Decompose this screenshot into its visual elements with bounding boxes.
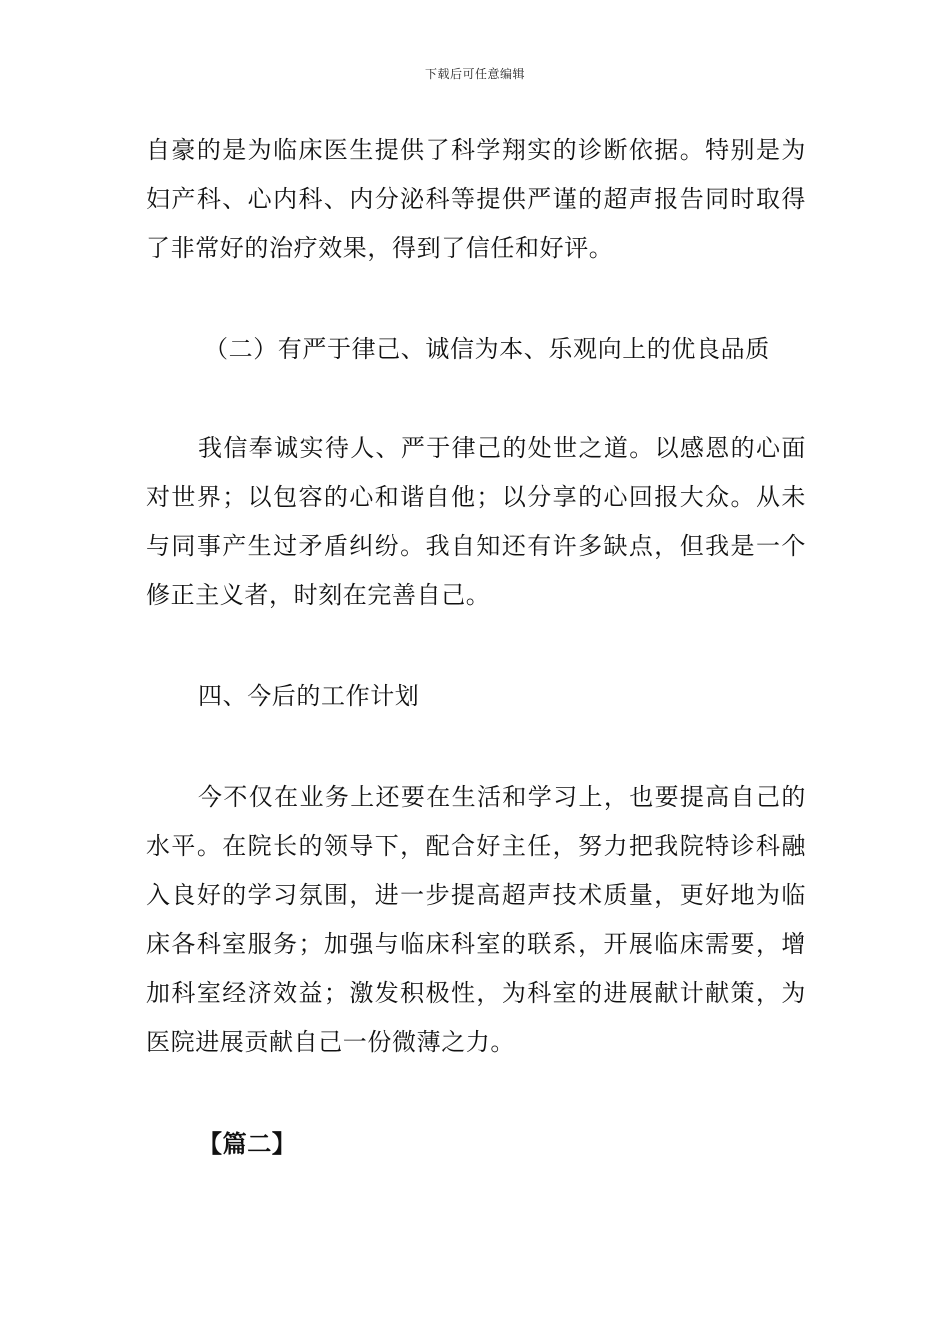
paragraph-diagnosis-support: 自豪的是为临床医生提供了科学翔实的诊断依据。特别是为妇产科、心内科、内分泌科等提供严谨的超声报告同时取得了非常好的治疗效果，得到了信任和好评。 [146,136,806,262]
section-heading-work-plan: 四、今后的工作计划 [198,682,420,710]
paragraph-work-plan: 今不仅在业务上还要在生活和学习上，也要提高自己的水平。在院长的领导下，配合好主任，努力把我院特诊科融入良好的学习氛围，进一步提高超声技术质量，更好地为临床各科室服务；加强与临床科室的联系，开展临床需要，增加科室经济效益；激发积极性，为科室的进展献计献策，为医院进展贡献自己一份微薄之力。 [146,783,806,1056]
section-label-part-two: 【篇二】 [198,1129,297,1158]
page-header-note: 下载后可任意编辑 [424,67,525,81]
paragraph-integrity: 我信奉诚实待人、严于律己的处世之道。以感恩的心面对世界；以包容的心和谐自他；以分享的心回报大众。从未与同事产生过矛盾纠纷。我自知还有许多缺点，但我是一个修正主义者，时刻在完善自己。 [146,434,806,609]
section-heading-quality: （二）有严于律己、诚信为本、乐观向上的优良品质 [204,335,770,363]
